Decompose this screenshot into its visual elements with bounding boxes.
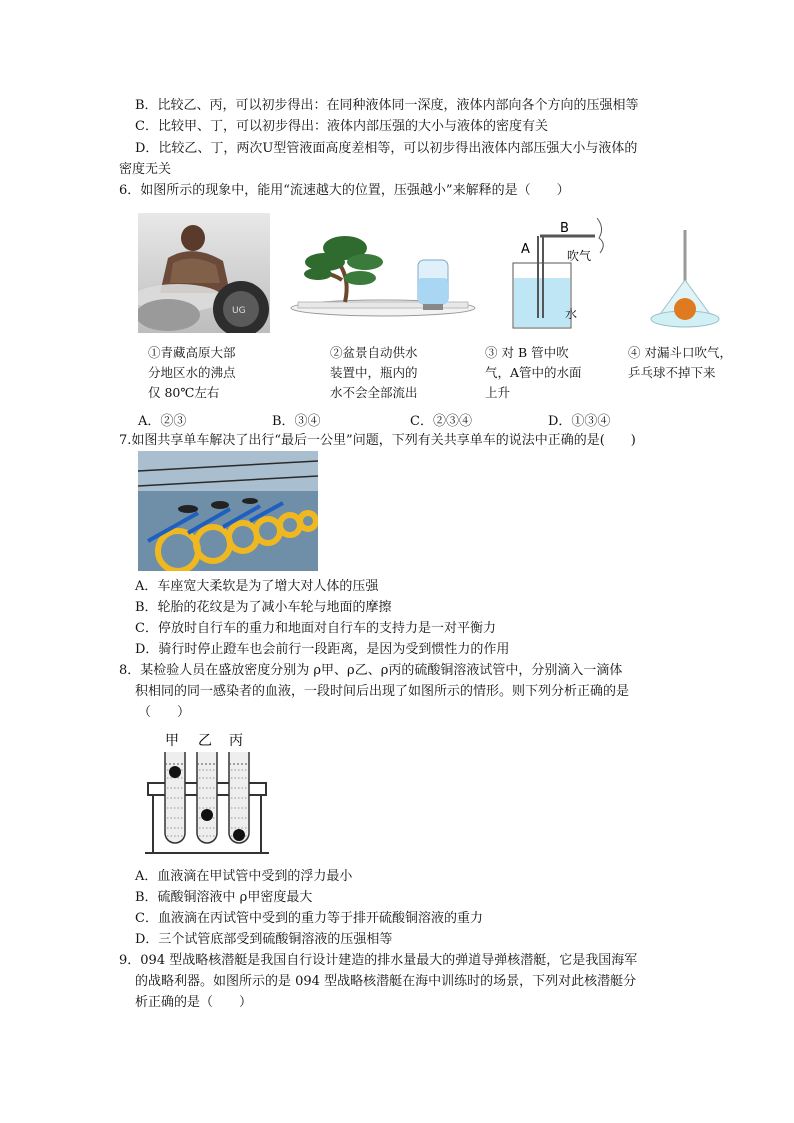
label-b: B: [560, 221, 569, 236]
q8-stem-line1: 8．某检验人员在盛放密度分别为 ρ甲、ρ乙、ρ丙的硫酸铜溶液试管中，分别滴入一滴体: [119, 663, 623, 678]
q6-caption-1: ①青藏高原大部 分地区水的沸点 仅 80℃左右: [148, 345, 236, 400]
q9-stem-line2: 的战略利器。如图所示的是 094 型战略核潜艇在海中训练时的场景，下列对此核潜艇分: [135, 974, 637, 989]
q7-stem: 7.如图共享单车解决了出行“最后一公里”问题，下列有关共享单车的说法中正确的是( ): [119, 433, 636, 448]
q6-caption-4: ④ 对漏斗口吹气， 乒乓球不掉下来: [628, 345, 732, 380]
bonsai-water-supply-figure: [290, 230, 485, 325]
q5-option-d-cont: 密度无关: [119, 162, 172, 177]
q7-option-a: A．车座宽大柔软是为了增大对人体的压强: [135, 579, 379, 594]
q9-stem-line3: 析正确的是（ ）: [135, 995, 253, 1010]
q7-option-b: B．轮胎的花纹是为了减小车轮与地面的摩擦: [135, 600, 392, 615]
q5-option-c: C．比较甲、丁，可以初步得出：液体内部压强的大小与液体的密度有关: [135, 119, 548, 134]
q8-option-d: D．三个试管底部受到硫酸铜溶液的压强相等: [135, 932, 393, 947]
svg-text:UG: UG: [232, 306, 246, 316]
q6-option-b: B．③④: [272, 414, 321, 429]
q8-stem-line3: （ ）: [138, 705, 191, 720]
tube-label-jia: 甲: [165, 733, 179, 749]
q7-option-c: C．停放时自行车的重力和地面对自行车的支持力是一对平衡力: [135, 621, 496, 636]
label-water: 水: [565, 307, 578, 321]
q8-option-a: A．血液滴在甲试管中受到的浮力最小: [135, 869, 353, 884]
shared-bicycles-photo: [138, 451, 318, 571]
label-blow: 吹气: [567, 249, 592, 263]
q6-stem: 6．如图所示的现象中，能用“流速越大的位置，压强越小”来解释的是（ ）: [119, 183, 570, 198]
q8-option-c: C．血液滴在丙试管中受到的重力等于排开硫酸铜溶液的重力: [135, 911, 483, 926]
q5-option-b: B．比较乙、丙，可以初步得出：在同种液体同一深度，液体内部向各个方向的压强相等: [135, 98, 639, 113]
q6-option-a: A．②③: [138, 414, 187, 429]
q6-caption-2: ②盆景自动供水 装置中，瓶内的 水不会全部流出: [330, 345, 418, 400]
funnel-ball-figure: [648, 225, 726, 335]
q5-option-d: D．比较乙、丁，两次U型管液面高度差相等，可以初步得出液体内部压强大小与液体的: [135, 141, 638, 156]
q6-caption-3: ③ 对 B 管中吹 气，A管中的水面 上升: [485, 345, 582, 400]
tube-label-yi: 乙: [198, 733, 212, 749]
boiling-pot-photo: [138, 213, 270, 333]
test-tubes-figure: [145, 728, 270, 858]
q8-stem-line2: 积相同的同一感染者的血液，一段时间后出现了如图所示的情形。则下列分析正确的是: [135, 684, 630, 699]
beaker-blow-tube-figure: [505, 208, 610, 333]
q6-option-d: D．①③④: [548, 414, 611, 429]
q6-option-c: C．②③④: [410, 414, 472, 429]
q7-option-d: D．骑行时停止蹬车也会前行一段距离，是因为受到惯性力的作用: [135, 642, 510, 657]
label-a: A: [521, 242, 530, 257]
q9-stem-line1: 9．094 型战略核潜艇是我国自行设计建造的排水量最大的弹道导弹核潜艇，它是我国海军: [119, 953, 638, 968]
tube-label-bing: 丙: [229, 733, 243, 749]
q8-option-b: B．硫酸铜溶液中 ρ甲密度最大: [135, 890, 313, 905]
